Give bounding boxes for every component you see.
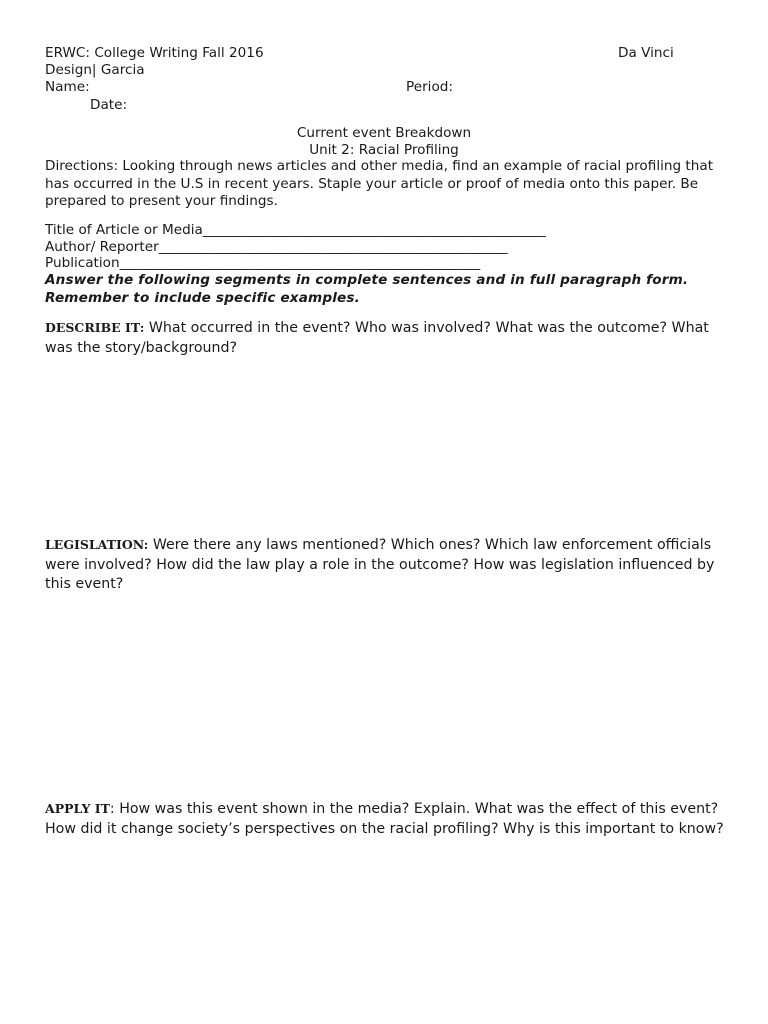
teacher-name-right: Da Vinci <box>618 45 674 61</box>
apply-prompt: : How was this event shown in the media? Explain. What was the effect of this event? How did it change society’s perspectives on the racial profiling? Why is this important to know? <box>45 801 724 837</box>
apply-label: APPLY IT <box>45 801 110 816</box>
describe-label: DESCRIBE IT: <box>45 320 145 335</box>
date-label: Date: <box>90 97 128 113</box>
worksheet-subtitle: Unit 2: Racial Profiling <box>309 142 459 158</box>
name-label: Name: <box>45 79 90 95</box>
author-field-blank[interactable]: ___________________________________________________________ <box>158 239 507 255</box>
apply-section <box>45 799 725 839</box>
directions-paragraph: Directions: Looking through news articles and other media, find an example of racial profiling that has occurred in the U.S in recent years. Staple your article or proof of media onto this paper. Be prepared to present your findings. <box>45 158 714 210</box>
course-title: ERWC: College Writing Fall 2016 <box>45 45 264 61</box>
describe-prompt: What occurred in the event? Who was involved? What was the outcome? What was the story/background? <box>45 320 709 356</box>
teacher-name-left: Design| Garcia <box>45 62 145 78</box>
title-field-blank[interactable]: __________________________________________________________ <box>202 222 545 238</box>
publication-field <box>45 255 479 272</box>
author-field <box>45 239 507 256</box>
title-field-label: Title of Article or Media <box>45 222 203 238</box>
legislation-section <box>45 535 725 595</box>
legislation-label: LEGISLATION: <box>45 537 149 552</box>
instructions-text: Answer the following segments in complete sentences and in full paragraph form. Remember to include specific examples. <box>45 272 689 306</box>
author-field-label: Author/ Reporter <box>45 239 159 255</box>
publication-field-label: Publication <box>45 255 120 271</box>
period-label: Period: <box>406 79 453 95</box>
publication-field-blank[interactable]: _____________________________________________________________ <box>119 255 480 271</box>
describe-section <box>45 318 725 358</box>
legislation-prompt: Were there any laws mentioned? Which ones? Which law enforcement officials were involved? How did the law play a role in the outcome? How was legislation influenced by this event? <box>45 537 715 593</box>
title-field <box>45 222 545 239</box>
worksheet-title: Current event Breakdown <box>296 125 472 141</box>
